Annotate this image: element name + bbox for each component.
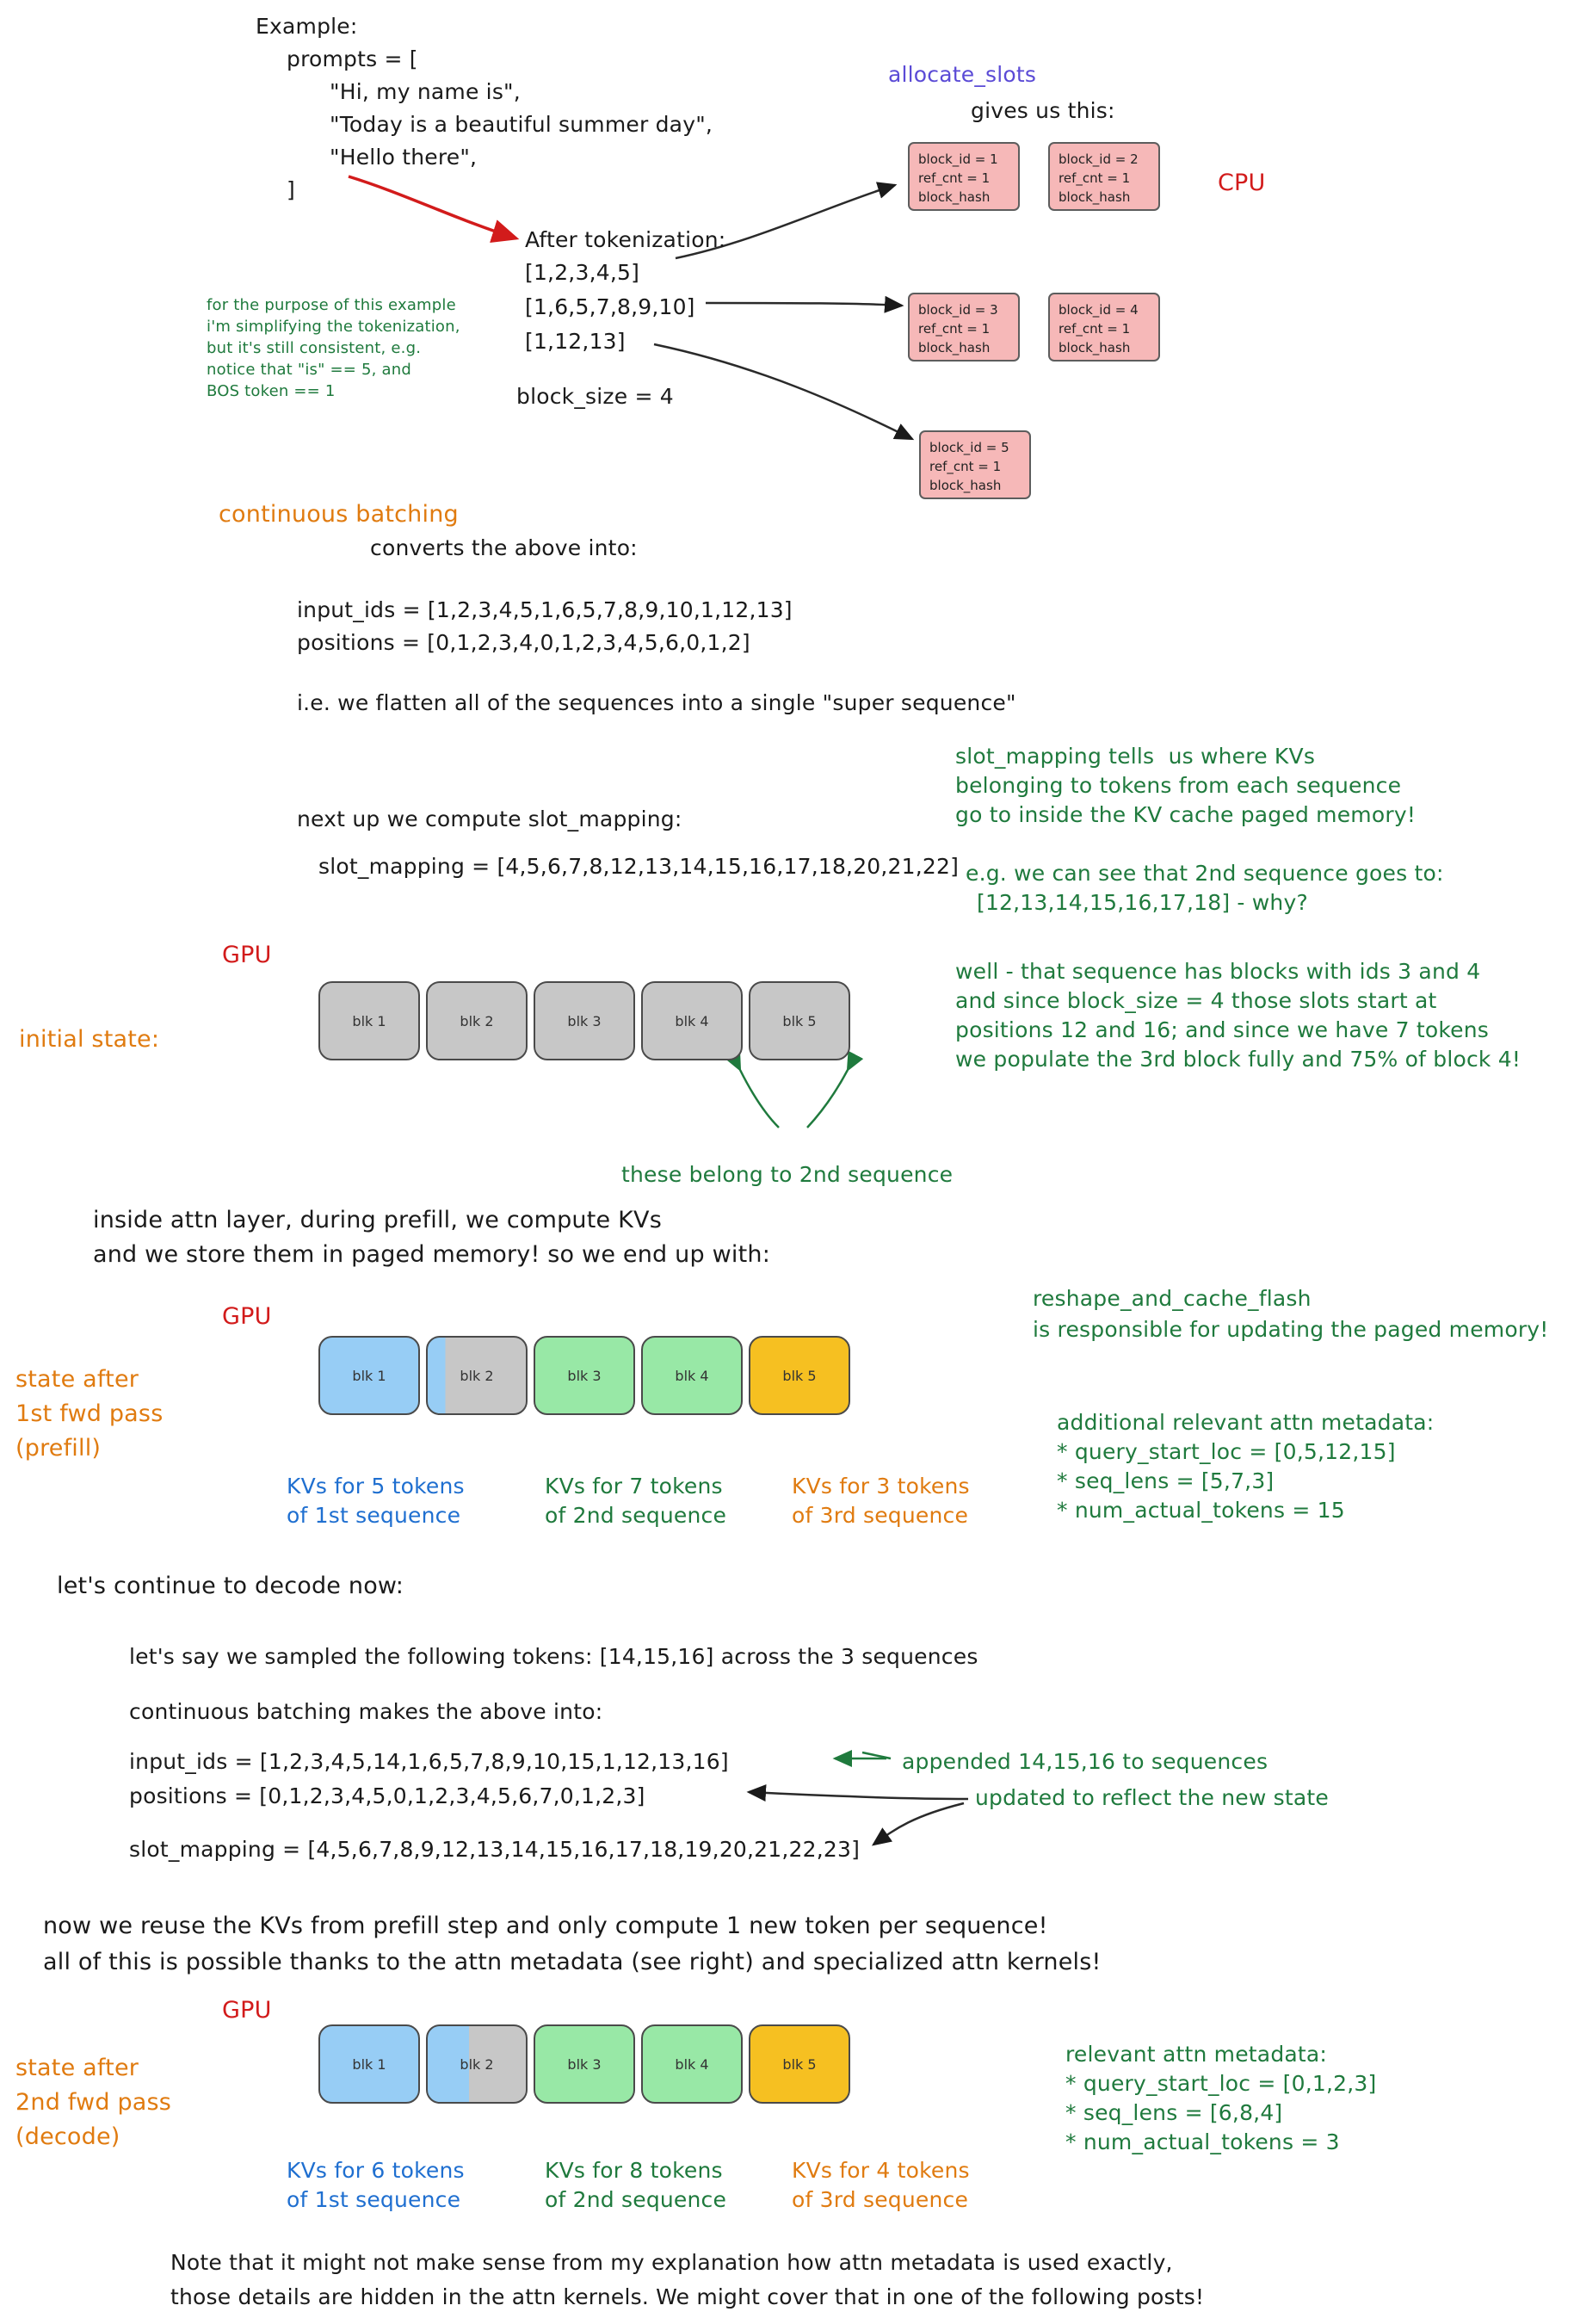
reshape-and-cache-flash-l1: reshape_and_cache_flash bbox=[1033, 1286, 1312, 1311]
decode-reuse-l1: now we reuse the KVs from prefill step and only compute 1 new token per sequence! bbox=[43, 1913, 1048, 1939]
decode-caption-gold-l2: of 3rd sequence bbox=[792, 2187, 969, 2212]
prefill-caption-blue-l2: of 1st sequence bbox=[287, 1503, 461, 1528]
gpu-blocks-initial bbox=[318, 981, 856, 1060]
cb-flatten-note: i.e. we flatten all of the sequences into a single "super sequence" bbox=[297, 690, 1016, 715]
cpu-block-2-refcnt: ref_cnt = 1 bbox=[1059, 170, 1131, 186]
prefill-caption-gold-l1: KVs for 3 tokens bbox=[792, 1474, 970, 1499]
cpu-block-4 bbox=[1048, 293, 1160, 362]
prefill-state-label-l2: 1st fwd pass bbox=[15, 1400, 164, 1427]
decode-meta-seq-lens: * seq_lens = [6,8,4] bbox=[1065, 2100, 1283, 2125]
prompt-item-1: "Hi, my name is", bbox=[330, 79, 521, 104]
decode-meta-query-start-loc: * query_start_loc = [0,1,2,3] bbox=[1065, 2071, 1377, 2096]
cpu-block-2 bbox=[1048, 142, 1160, 211]
cpu-block-5-refcnt: ref_cnt = 1 bbox=[929, 458, 1002, 474]
cpu-block-5-id: block_id = 5 bbox=[929, 440, 1009, 455]
cpu-block-3-id: block_id = 3 bbox=[918, 302, 998, 318]
prompt-item-3: "Hello there", bbox=[330, 145, 478, 170]
note-tokenization-line4: notice that "is" == 5, and bbox=[207, 361, 411, 379]
note-tokenization-line2: i'm simplifying the tokenization, bbox=[207, 318, 460, 336]
prefill-caption-blue-l1: KVs for 5 tokens bbox=[287, 1474, 465, 1499]
prefill-caption-green-l2: of 2nd sequence bbox=[545, 1503, 727, 1528]
gpu-block-prefill-5: blk 5 bbox=[749, 1336, 850, 1415]
decode-input-ids: input_ids = [1,2,3,4,5,14,1,6,5,7,8,9,10,15,1,12,13,16] bbox=[129, 1749, 729, 1774]
block-size-label: block_size = 4 bbox=[516, 384, 674, 409]
decode-positions: positions = [0,1,2,3,4,5,0,1,2,3,4,5,6,7,0,1,2,3] bbox=[129, 1783, 645, 1808]
note-tokenization-line3: but it's still consistent, e.g. bbox=[207, 339, 422, 357]
prompts-open: prompts = [ bbox=[287, 46, 418, 71]
cpu-block-1-hash: block_hash bbox=[918, 189, 991, 205]
tokenized-seq-1: [1,2,3,4,5] bbox=[525, 260, 640, 285]
decode-caption-blue-l2: of 1st sequence bbox=[287, 2187, 461, 2212]
prefill-caption-gold-l2: of 3rd sequence bbox=[792, 1503, 969, 1528]
reshape-and-cache-flash-l2: is responsible for updating the paged memory! bbox=[1033, 1317, 1549, 1342]
gpu-label-decode: GPU bbox=[222, 1997, 272, 2024]
gpu-block-prefill-1: blk 1 bbox=[318, 1336, 420, 1415]
gpu-blocks-prefill bbox=[318, 1336, 856, 1415]
gpu-label-initial: GPU bbox=[222, 942, 272, 968]
decode-intro: let's continue to decode now: bbox=[57, 1573, 404, 1599]
allocate-slots-label: allocate_slots bbox=[888, 62, 1037, 87]
decode-meta-num-actual-tokens: * num_actual_tokens = 3 bbox=[1065, 2129, 1340, 2154]
slot-mapping-why-l2: and since block_size = 4 those slots start at bbox=[955, 988, 1437, 1013]
decode-caption-green-l1: KVs for 8 tokens bbox=[545, 2158, 723, 2183]
gpu-block-prefill-2: blk 2 bbox=[426, 1336, 528, 1415]
cpu-block-1-id: block_id = 1 bbox=[918, 151, 998, 167]
decode-caption-blue-l1: KVs for 6 tokens bbox=[287, 2158, 465, 2183]
slot-mapping-example-l1: e.g. we can see that 2nd sequence goes to: bbox=[966, 861, 1444, 886]
gpu-block-decode-4: blk 4 bbox=[641, 2024, 743, 2104]
decode-cb-note: continuous batching makes the above into: bbox=[129, 1699, 603, 1724]
note-tokenization-line5: BOS token == 1 bbox=[207, 382, 336, 400]
continuous-batching-title: continuous batching bbox=[219, 501, 459, 528]
gpu-block-decode-2: blk 2 bbox=[426, 2024, 528, 2104]
decode-state-label-l2: 2nd fwd pass bbox=[15, 2089, 172, 2116]
gpu-block-initial-4: blk 4 bbox=[641, 981, 743, 1060]
decode-state-label-l3: (decode) bbox=[15, 2123, 120, 2150]
prefill-caption-green-l1: KVs for 7 tokens bbox=[545, 1474, 723, 1499]
cpu-block-4-id: block_id = 4 bbox=[1059, 302, 1139, 318]
cpu-block-5-hash: block_hash bbox=[929, 477, 1002, 493]
footer-line1: Note that it might not make sense from my explanation how attn metadata is used exactly, bbox=[170, 2250, 1173, 2275]
prompts-close: ] bbox=[287, 177, 295, 202]
prefill-state-label-l3: (prefill) bbox=[15, 1435, 102, 1462]
note-tokenization-line1: for the purpose of this example bbox=[207, 296, 456, 314]
decode-annot-appended: appended 14,15,16 to sequences bbox=[902, 1749, 1268, 1774]
continuous-batching-subtitle: converts the above into: bbox=[370, 535, 638, 560]
gpu-block-prefill-4: blk 4 bbox=[641, 1336, 743, 1415]
slot-mapping-why-l3: positions 12 and 16; and since we have 7 tokens bbox=[955, 1017, 1490, 1042]
gpu-blocks-decode bbox=[318, 2024, 856, 2104]
cpu-block-1 bbox=[908, 142, 1020, 211]
cpu-block-1-refcnt: ref_cnt = 1 bbox=[918, 170, 991, 186]
gpu-block-initial-5: blk 5 bbox=[749, 981, 850, 1060]
gpu-block-decode-5: blk 5 bbox=[749, 2024, 850, 2104]
slot-mapping-note-l3: go to inside the KV cache paged memory! bbox=[955, 802, 1417, 827]
cb-input-ids: input_ids = [1,2,3,4,5,1,6,5,7,8,9,10,1,12,13] bbox=[297, 597, 793, 622]
tokenization-title: After tokenization: bbox=[525, 227, 726, 252]
prefill-line2: and we store them in paged memory! so we end up with: bbox=[93, 1241, 770, 1268]
cpu-block-4-refcnt: ref_cnt = 1 bbox=[1059, 320, 1131, 337]
cpu-block-5 bbox=[919, 430, 1031, 499]
footer-line2: those details are hidden in the attn kernels. We might cover that in one of the following posts! bbox=[170, 2284, 1205, 2309]
decode-slot-mapping: slot_mapping = [4,5,6,7,8,9,12,13,14,15,16,17,18,19,20,21,22,23] bbox=[129, 1837, 861, 1862]
cpu-block-3-hash: block_hash bbox=[918, 339, 991, 355]
gpu-block-decode-1: blk 1 bbox=[318, 2024, 420, 2104]
prefill-meta-title: additional relevant attn metadata: bbox=[1057, 1410, 1435, 1435]
cb-positions: positions = [0,1,2,3,4,0,1,2,3,4,5,6,0,1,2] bbox=[297, 630, 750, 655]
prompt-item-2: "Today is a beautiful summer day", bbox=[330, 112, 713, 137]
decode-reuse-l2: all of this is possible thanks to the attn metadata (see right) and specialized attn kernels! bbox=[43, 1949, 1102, 1975]
decode-caption-green-l2: of 2nd sequence bbox=[545, 2187, 727, 2212]
cpu-block-2-hash: block_hash bbox=[1059, 189, 1131, 205]
cpu-block-2-id: block_id = 2 bbox=[1059, 151, 1139, 167]
prefill-meta-num-actual-tokens: * num_actual_tokens = 15 bbox=[1057, 1498, 1345, 1523]
gpu-block-prefill-3: blk 3 bbox=[534, 1336, 635, 1415]
decode-sampled-note: let's say we sampled the following tokens: [14,15,16] across the 3 sequences bbox=[129, 1644, 978, 1669]
decode-caption-gold-l1: KVs for 4 tokens bbox=[792, 2158, 970, 2183]
cpu-block-3-refcnt: ref_cnt = 1 bbox=[918, 320, 991, 337]
slot-mapping-note-l1: slot_mapping tells us where KVs bbox=[955, 744, 1316, 769]
slot-mapping-example-l2: [12,13,14,15,16,17,18] - why? bbox=[977, 890, 1308, 915]
slot-mapping-note-l2: belonging to tokens from each sequence bbox=[955, 773, 1402, 798]
prefill-meta-query-start-loc: * query_start_loc = [0,5,12,15] bbox=[1057, 1439, 1396, 1464]
example-title: Example: bbox=[256, 14, 358, 39]
gpu-block-decode-3: blk 3 bbox=[534, 2024, 635, 2104]
decode-annot-updated: updated to reflect the new state bbox=[975, 1785, 1330, 1810]
cpu-block-3 bbox=[908, 293, 1020, 362]
decode-state-label-l1: state after bbox=[15, 2055, 139, 2081]
cpu-label-allocate: CPU bbox=[1218, 170, 1266, 196]
belong-2nd-sequence-note: these belong to 2nd sequence bbox=[621, 1162, 954, 1187]
gpu-block-initial-2: blk 2 bbox=[426, 981, 528, 1060]
gpu-label-prefill: GPU bbox=[222, 1303, 272, 1330]
slot-mapping-why-l4: we populate the 3rd block fully and 75% of block 4! bbox=[955, 1047, 1522, 1072]
prefill-line1: inside attn layer, during prefill, we compute KVs bbox=[93, 1207, 662, 1233]
prefill-state-label-l1: state after bbox=[15, 1366, 139, 1393]
slot-mapping-value: slot_mapping = [4,5,6,7,8,12,13,14,15,16,17,18,20,21,22] bbox=[318, 854, 960, 879]
allocate-gives-label: gives us this: bbox=[971, 98, 1115, 123]
gpu-block-initial-3: blk 3 bbox=[534, 981, 635, 1060]
cpu-block-4-hash: block_hash bbox=[1059, 339, 1131, 355]
tokenized-seq-3: [1,12,13] bbox=[525, 329, 626, 354]
slot-mapping-intro: next up we compute slot_mapping: bbox=[297, 807, 682, 831]
tokenized-seq-2: [1,6,5,7,8,9,10] bbox=[525, 294, 695, 319]
prefill-meta-seq-lens: * seq_lens = [5,7,3] bbox=[1057, 1468, 1275, 1493]
decode-meta-title: relevant attn metadata: bbox=[1065, 2042, 1328, 2067]
slot-mapping-why-l1: well - that sequence has blocks with ids 3 and 4 bbox=[955, 959, 1481, 984]
gpu-block-initial-1: blk 1 bbox=[318, 981, 420, 1060]
initial-state-label: initial state: bbox=[19, 1026, 160, 1053]
